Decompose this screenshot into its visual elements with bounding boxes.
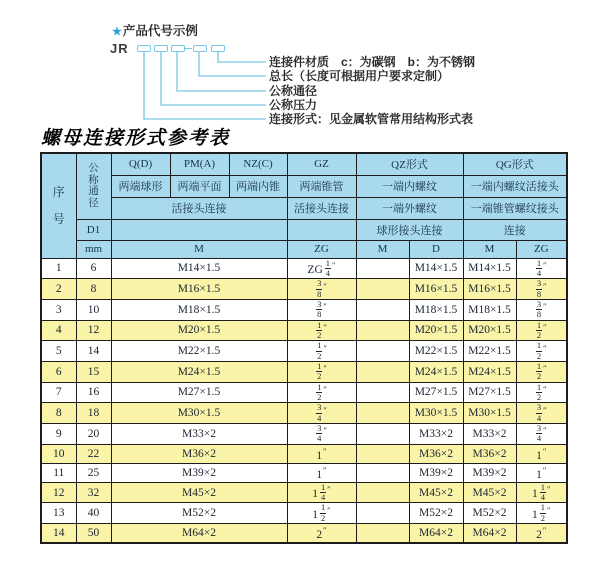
cell-qz-d: M52×2 [409,503,463,524]
cell-gz-zg: $\frac{3}{8}$ ″ [287,279,356,300]
reference-table [40,152,568,544]
cell-m: M52×2 [111,503,287,524]
cell-qz-m [356,299,409,320]
qg-desc-2: 一端锥管螺纹接头 [463,197,567,219]
cell-qz-m [356,503,409,524]
cell-qg-m: M24×1.5 [463,361,516,382]
cell-dn: 16 [76,382,111,403]
cell-m: M18×1.5 [111,299,287,320]
cell-seq: 9 [41,424,76,445]
cell-seq: 7 [41,382,76,403]
cell-seq: 14 [41,524,76,543]
cell-qg-m: M33×2 [463,424,516,445]
diagram-label-pressure: 公称压力 [269,98,318,112]
cell-m: M14×1.5 [111,258,287,279]
table-row [41,524,567,543]
table-row [41,503,567,524]
d1-label: D1 [76,219,111,240]
cell-qz-d: M14×1.5 [409,258,463,279]
cell-dn: 20 [76,424,111,445]
cell-seq: 8 [41,403,76,424]
cell-m: M20×1.5 [111,320,287,341]
cell-dn: 22 [76,444,111,463]
diagram-label-length: 总长（长度可根据用户要求定制） [269,69,450,83]
cell-qg-m: M36×2 [463,444,516,463]
table-row [41,444,567,463]
cell-dn: 25 [76,463,111,482]
cell-qz-m [356,258,409,279]
cell-gz-zg: $\frac{3}{4}$ ″ [287,424,356,445]
star-icon: ★ [112,26,122,38]
diagram-title-text: 产品代号示例 [122,24,198,38]
qz-m-label: M [356,240,409,258]
table-row [41,463,567,482]
cell-seq: 1 [41,258,76,279]
qz-desc-2: 一端外螺纹 [356,197,463,219]
cell-gz-zg: $\frac{3}{4}$ ″ [287,403,356,424]
cell-qz-d: M30×1.5 [409,403,463,424]
blank-cell [287,219,356,240]
cell-qg-zg: 2″ [516,524,567,543]
cell-gz-zg: $\frac{1}{2}$ ″ [287,361,356,382]
cell-gz-zg: 1 $\frac{1}{2}$ ″ [287,503,356,524]
table-row [41,361,567,382]
col-header-dn [76,153,111,219]
col-header-nz: NZ(C) [229,153,287,175]
cell-gz-zg: 2″ [287,524,356,543]
col-header-qg: QG形式 [463,153,567,175]
col-header-seq-text: 序 号 [52,184,65,226]
m-column-label: M [111,240,287,258]
connector-line [177,52,266,91]
cell-qg-zg: 1 $\frac{1}{2}$ ″ [516,503,567,524]
cell-seq: 6 [41,361,76,382]
qz-d-label: D [409,240,463,258]
cell-m: M36×2 [111,444,287,463]
cell-qg-m: M18×1.5 [463,299,516,320]
cell-gz-zg: 1″ [287,463,356,482]
mm-label: mm [76,240,111,258]
qg-m-label: M [463,240,516,258]
qz-connection-label: 球形接头连接 [356,219,463,240]
cell-qg-m: M30×1.5 [463,403,516,424]
cell-qg-m: M27×1.5 [463,382,516,403]
cell-seq: 10 [41,444,76,463]
blank-cell [111,219,287,240]
qg-connection-label: 连接 [463,219,567,240]
union-connection-label: 活接头连接 [111,197,287,219]
cell-qg-zg: $\frac{3}{4}$ ″ [516,403,567,424]
table-row [41,403,567,424]
cell-qg-zg: $\frac{1}{2}$ ″ [516,320,567,341]
cell-qg-zg: 1 $\frac{1}{4}$ ″ [516,482,567,503]
cell-qz-d: M27×1.5 [409,382,463,403]
cell-qz-m [356,403,409,424]
qz-desc-1: 一端内螺纹 [356,175,463,197]
cell-qz-m [356,444,409,463]
cell-m: M16×1.5 [111,279,287,300]
nz-desc: 两端内锥 [229,175,287,197]
col-header-qz: QZ形式 [356,153,463,175]
cell-qz-m [356,463,409,482]
cell-gz-zg: $\frac{1}{2}$ ″ [287,320,356,341]
cell-qz-m [356,341,409,362]
cell-qz-m [356,524,409,543]
diagram-label-diameter: 公称通径 [269,84,318,98]
cell-m: M39×2 [111,463,287,482]
cell-qz-m [356,361,409,382]
cell-qz-d: M36×2 [409,444,463,463]
cell-qg-zg: 1″ [516,463,567,482]
cell-qg-zg: $\frac{3}{8}$ ″ [516,299,567,320]
cell-qz-m [356,382,409,403]
cell-dn: 8 [76,279,111,300]
cell-seq: 11 [41,463,76,482]
cell-dn: 18 [76,403,111,424]
cell-m: M22×1.5 [111,341,287,362]
cell-qz-m [356,320,409,341]
diagram-label-material: 连接件材质 c：为碳钢 b：为不锈钢 [269,55,476,69]
cell-qz-d: M64×2 [409,524,463,543]
cell-seq: 12 [41,482,76,503]
cell-qz-d: M24×1.5 [409,361,463,382]
cell-qz-d: M22×1.5 [409,341,463,362]
cell-qz-d: M18×1.5 [409,299,463,320]
pm-desc: 两端平面 [170,175,229,197]
cell-seq: 13 [41,503,76,524]
cell-qg-m: M45×2 [463,482,516,503]
cell-dn: 12 [76,320,111,341]
table-row [41,299,567,320]
cell-m: M30×1.5 [111,403,287,424]
cell-seq: 3 [41,299,76,320]
col-header-dn-text: 公 称 通 径 [88,163,99,209]
cell-m: M45×2 [111,482,287,503]
col-header-seq [41,153,76,258]
product-code-prefix: JR [110,41,129,56]
cell-m: M24×1.5 [111,361,287,382]
cell-gz-zg: $\frac{1}{2}$ ″ [287,341,356,362]
cell-qg-zg: 1″ [516,444,567,463]
cell-gz-zg: ZG $\frac{1}{4}$ ″ [287,258,356,279]
cell-qg-m: M52×2 [463,503,516,524]
gz-connection-label: 活接头连接 [287,197,356,219]
table-row [41,424,567,445]
cell-qz-d: M16×1.5 [409,279,463,300]
table-row [41,341,567,362]
table-row [41,382,567,403]
cell-qg-zg: $\frac{1}{2}$ ″ [516,382,567,403]
cell-qg-zg: $\frac{3}{8}$ ″ [516,279,567,300]
col-header-pm: PM(A) [170,153,229,175]
cell-gz-zg: 1 $\frac{1}{4}$ ″ [287,482,356,503]
table-row [41,320,567,341]
connector-line [199,52,266,76]
cell-qg-m: M16×1.5 [463,279,516,300]
cell-m: M33×2 [111,424,287,445]
cell-dn: 40 [76,503,111,524]
cell-seq: 4 [41,320,76,341]
cell-qz-d: M33×2 [409,424,463,445]
cell-gz-zg: $\frac{1}{2}$ ″ [287,382,356,403]
cell-qz-d: M20×1.5 [409,320,463,341]
cell-qz-d: M45×2 [409,482,463,503]
cell-qg-m: M64×2 [463,524,516,543]
qg-zg-label: ZG [516,240,567,258]
cell-qz-m [356,424,409,445]
cell-qg-zg: $\frac{1}{2}$ ″ [516,361,567,382]
cell-m: M64×2 [111,524,287,543]
table-row [41,279,567,300]
cell-qg-m: M39×2 [463,463,516,482]
col-header-gz: GZ [287,153,356,175]
cell-dn: 14 [76,341,111,362]
diagram-label-connection: 连接形式：见金属软管常用结构形式表 [269,112,474,126]
cell-m: M27×1.5 [111,382,287,403]
q-desc: 两端球形 [111,175,170,197]
table-row [41,482,567,503]
qg-desc-1: 一端内螺纹活接头 [463,175,567,197]
cell-qg-zg: $\frac{1}{4}$ ″ [516,258,567,279]
cell-qg-zg: $\frac{1}{2}$ ″ [516,341,567,362]
cell-qg-m: M14×1.5 [463,258,516,279]
cell-dn: 32 [76,482,111,503]
col-header-q: Q(D) [111,153,170,175]
cell-dn: 6 [76,258,111,279]
cell-qg-m: M20×1.5 [463,320,516,341]
cell-qz-m [356,279,409,300]
table-row [41,258,567,279]
table-title: 螺母连接形式参考表 [41,128,231,149]
cell-qg-m: M22×1.5 [463,341,516,362]
cell-seq: 2 [41,279,76,300]
cell-qz-d: M39×2 [409,463,463,482]
cell-gz-zg: $\frac{3}{8}$ ″ [287,299,356,320]
cell-gz-zg: 1″ [287,444,356,463]
cell-qz-m [356,482,409,503]
connector-line [218,52,266,62]
cell-dn: 15 [76,361,111,382]
cell-dn: 10 [76,299,111,320]
cell-qg-zg: $\frac{3}{4}$ ″ [516,424,567,445]
cell-seq: 5 [41,341,76,362]
gz-desc: 两端锥管 [287,175,356,197]
zg-column-label: ZG [287,240,356,258]
cell-dn: 50 [76,524,111,543]
